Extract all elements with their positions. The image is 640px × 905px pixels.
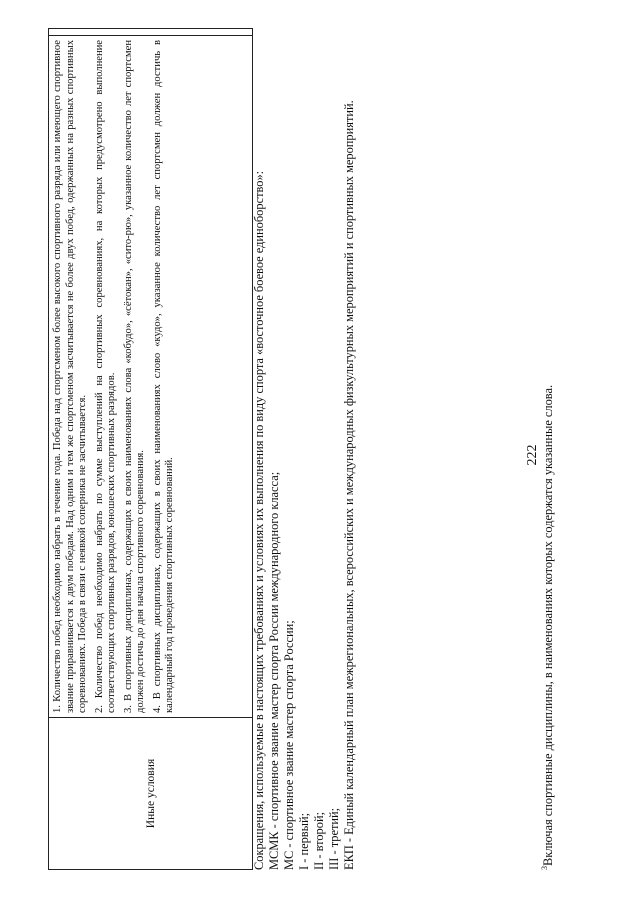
footnote bbox=[540, 385, 556, 870]
footnote-text: Включая спортивные дисциплины, в наименованиях которых содержатся указанные слова. bbox=[541, 384, 556, 866]
abbreviations-block bbox=[252, 48, 357, 870]
abbreviation-item: МСМК - спортивное звание мастер спорта России международного класса; bbox=[267, 471, 281, 870]
requirements-table bbox=[48, 28, 253, 870]
table-item-3: 3. В спортивных дисциплинах, содержащих в своих наименованиях слова «кобудо», «сётокан», «сито-рю», указанное количество лет спортсмен должен достичь до дня начала спортивного соревнования. bbox=[122, 40, 146, 713]
table-content-cell bbox=[49, 35, 252, 717]
table-item-4: 4. В спортивных дисциплинах, содержащих в своих наименованиях слово «кудо», указанное количество лет спортсмен должен достичь в календарный год проведения спортивных соревнований. bbox=[151, 40, 175, 713]
footnote-marker: 3 bbox=[540, 866, 549, 870]
table-label-cell: Иные условия bbox=[49, 717, 252, 869]
abbreviation-item: ЕКП - Единый календарный план межрегиональных, всероссийских и международных физкультурных мероприятий и спортивных мероприятий. bbox=[342, 100, 356, 870]
rotated-page-content bbox=[0, 40, 640, 890]
abbreviations-intro: Сокращения, используемые в настоящих требованиях и условиях их выполнения по виду спорта «восточное боевое единоборство»: bbox=[252, 170, 266, 870]
table-item-2: 2. Количество побед необходимо набрать по сумме выступлений на спортивных соревнованиях, на которых предусмотрено выполнение соответствующих спортивных разрядов, юношеских спортивных разрядов. bbox=[93, 40, 117, 713]
table-item-1: 1. Количество побед необходимо набрать в течение года. Победа над спортсменом более высокого спортивного разряда или имеющего спортивное звание приравнивается к двум победам. Над одним и тем же спортсменом засчитывается не более двух побед, одержанных на разных спортивных соревнованиях. Победа в связи с неявкой соперника не засчитывается. bbox=[52, 40, 88, 713]
abbreviation-item: II - второй; bbox=[312, 811, 326, 870]
abbreviation-item: I - первый; bbox=[297, 812, 311, 870]
abbreviation-item: МС - спортивное звание мастер спорта России; bbox=[282, 620, 296, 870]
page-number: 222 bbox=[525, 444, 540, 466]
abbreviation-item: III - третий; bbox=[327, 807, 341, 870]
